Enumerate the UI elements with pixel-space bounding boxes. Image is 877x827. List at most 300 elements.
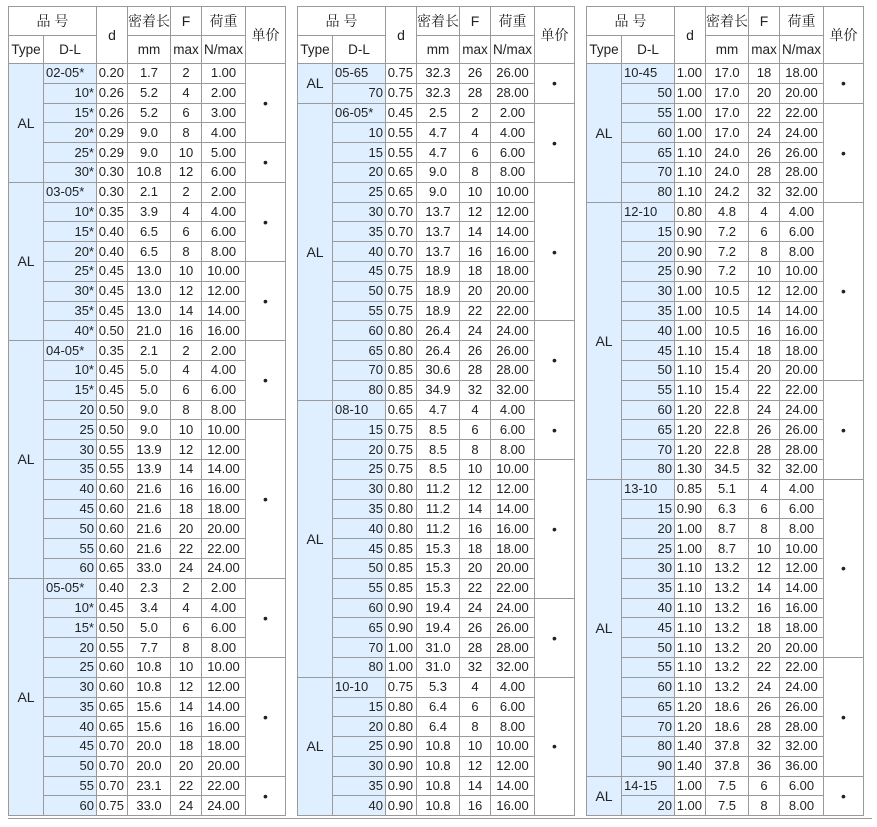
dl-cell: 10* xyxy=(44,360,97,380)
load-cell: 6.00 xyxy=(491,143,535,163)
dl-cell: 40 xyxy=(333,796,386,816)
table-row xyxy=(298,242,575,262)
f-cell: 4 xyxy=(460,123,491,143)
coil-length-cell: 17.0 xyxy=(706,123,749,143)
dl-cell: 05-05* xyxy=(44,578,97,598)
d-cell: 0.75 xyxy=(386,677,417,697)
f-cell: 10 xyxy=(171,420,202,440)
type-cell: AL xyxy=(298,64,333,104)
load-cell: 24.00 xyxy=(780,400,824,420)
f-cell: 32 xyxy=(749,737,780,757)
d-cell: 1.20 xyxy=(675,697,706,717)
coil-length-cell: 19.4 xyxy=(417,598,460,618)
load-cell: 8.00 xyxy=(780,242,824,262)
dl-cell: 90 xyxy=(622,756,675,776)
table-row xyxy=(9,360,286,380)
f-cell: 22 xyxy=(749,657,780,677)
f-cell: 2 xyxy=(171,64,202,84)
f-cell: 6 xyxy=(460,420,491,440)
table-row xyxy=(9,717,286,737)
table-row xyxy=(587,103,864,123)
coil-length-cell: 15.3 xyxy=(417,558,460,578)
dl-cell: 80 xyxy=(333,657,386,677)
dl-cell: 30 xyxy=(44,677,97,697)
load-cell: 6.00 xyxy=(202,618,246,638)
f-cell: 4 xyxy=(460,400,491,420)
dl-cell: 55 xyxy=(622,103,675,123)
f-cell: 32 xyxy=(460,657,491,677)
coil-length-cell: 7.5 xyxy=(706,776,749,796)
load-cell: 16.00 xyxy=(202,321,246,341)
table-row xyxy=(298,459,575,479)
price-cell: • xyxy=(824,380,864,479)
dl-cell: 20 xyxy=(333,440,386,460)
coil-length-cell: 15.6 xyxy=(128,697,171,717)
table-row xyxy=(587,737,864,757)
coil-length-cell: 17.0 xyxy=(706,103,749,123)
d-cell: 1.20 xyxy=(675,440,706,460)
dl-cell: 40 xyxy=(44,479,97,499)
dl-cell: 06-05* xyxy=(333,103,386,123)
dl-cell: 25 xyxy=(622,261,675,281)
coil-length-cell: 13.7 xyxy=(417,242,460,262)
load-cell: 14.00 xyxy=(491,222,535,242)
load-cell: 8.00 xyxy=(202,400,246,420)
f-cell: 12 xyxy=(460,202,491,222)
table-row xyxy=(587,202,864,222)
d-cell: 0.30 xyxy=(97,182,128,202)
table-row xyxy=(298,717,575,737)
price-cell: • xyxy=(535,459,575,598)
f-cell: 14 xyxy=(460,222,491,242)
coil-length-cell: 6.3 xyxy=(706,499,749,519)
load-cell: 14.00 xyxy=(202,697,246,717)
d-cell: 1.10 xyxy=(675,380,706,400)
f-cell: 12 xyxy=(749,558,780,578)
f-cell: 26 xyxy=(749,143,780,163)
f-cell: 22 xyxy=(460,578,491,598)
table-row xyxy=(587,162,864,182)
f-cell: 20 xyxy=(171,519,202,539)
coil-length-cell: 24.0 xyxy=(706,162,749,182)
table-row xyxy=(9,776,286,796)
coil-length-cell: 8.7 xyxy=(706,539,749,559)
dl-cell: 70 xyxy=(333,638,386,658)
d-cell: 0.75 xyxy=(386,459,417,479)
dl-cell: 20 xyxy=(333,717,386,737)
coil-length-cell: 10.8 xyxy=(417,776,460,796)
d-cell: 1.10 xyxy=(675,143,706,163)
coil-length-cell: 10.8 xyxy=(417,737,460,757)
coil-length-cell: 20.0 xyxy=(128,737,171,757)
dl-cell: 30 xyxy=(44,440,97,460)
load-cell: 12.00 xyxy=(202,677,246,697)
dl-cell: 70 xyxy=(622,162,675,182)
dl-cell: 65 xyxy=(622,697,675,717)
f-cell: 6 xyxy=(749,776,780,796)
table-row xyxy=(9,281,286,301)
table-row xyxy=(9,479,286,499)
dl-cell: 10 xyxy=(333,123,386,143)
load-cell: 24.00 xyxy=(202,796,246,816)
table-row xyxy=(298,677,575,697)
coil-length-cell: 9.0 xyxy=(128,123,171,143)
d-cell: 1.20 xyxy=(675,400,706,420)
f-cell: 22 xyxy=(749,380,780,400)
f-cell: 24 xyxy=(171,558,202,578)
d-cell: 0.45 xyxy=(97,281,128,301)
f-cell: 6 xyxy=(171,103,202,123)
dl-cell: 40 xyxy=(622,598,675,618)
coil-length-cell: 9.0 xyxy=(417,182,460,202)
load-cell: 22.00 xyxy=(202,776,246,796)
dl-cell: 70 xyxy=(622,440,675,460)
load-cell: 32.00 xyxy=(780,182,824,202)
d-cell: 1.40 xyxy=(675,756,706,776)
coil-length-cell: 21.6 xyxy=(128,519,171,539)
table-row xyxy=(298,202,575,222)
table-row xyxy=(587,578,864,598)
table-row xyxy=(9,539,286,559)
d-cell: 0.85 xyxy=(386,558,417,578)
f-cell: 20 xyxy=(171,756,202,776)
f-cell: 10 xyxy=(749,261,780,281)
table-row xyxy=(9,519,286,539)
header-load: 荷重 xyxy=(780,7,824,36)
table-row xyxy=(587,796,864,816)
d-cell: 1.10 xyxy=(675,578,706,598)
load-cell: 22.00 xyxy=(202,539,246,559)
load-cell: 2.00 xyxy=(202,83,246,103)
dl-cell: 25 xyxy=(333,459,386,479)
dl-cell: 02-05* xyxy=(44,64,97,84)
coil-length-cell: 5.3 xyxy=(417,677,460,697)
d-cell: 0.55 xyxy=(386,143,417,163)
table-row xyxy=(298,519,575,539)
table-row xyxy=(9,796,286,816)
coil-length-cell: 26.4 xyxy=(417,341,460,361)
d-cell: 0.90 xyxy=(386,756,417,776)
coil-length-cell: 13.2 xyxy=(706,558,749,578)
coil-length-cell: 3.9 xyxy=(128,202,171,222)
d-cell: 0.70 xyxy=(386,242,417,262)
load-cell: 12.00 xyxy=(491,756,535,776)
dl-cell: 55 xyxy=(333,578,386,598)
price-cell: • xyxy=(824,64,864,104)
d-cell: 0.45 xyxy=(97,360,128,380)
d-cell: 0.45 xyxy=(97,261,128,281)
d-cell: 0.35 xyxy=(97,202,128,222)
header-type: Type xyxy=(9,36,44,64)
table-row xyxy=(587,400,864,420)
dl-cell: 20* xyxy=(44,123,97,143)
d-cell: 0.90 xyxy=(386,776,417,796)
dl-cell: 15* xyxy=(44,618,97,638)
table-row xyxy=(9,618,286,638)
coil-length-cell: 9.0 xyxy=(417,162,460,182)
type-cell: AL xyxy=(298,103,333,400)
dl-cell: 55 xyxy=(44,539,97,559)
load-cell: 26.00 xyxy=(491,618,535,638)
f-cell: 10 xyxy=(749,539,780,559)
coil-length-cell: 13.0 xyxy=(128,261,171,281)
table-row xyxy=(587,261,864,281)
f-cell: 12 xyxy=(171,281,202,301)
table-row xyxy=(9,459,286,479)
coil-length-cell: 22.8 xyxy=(706,400,749,420)
d-cell: 0.75 xyxy=(386,440,417,460)
price-cell: • xyxy=(535,182,575,321)
header-d: d xyxy=(97,7,128,64)
f-cell: 26 xyxy=(460,341,491,361)
table-row xyxy=(9,440,286,460)
load-cell: 28.00 xyxy=(780,162,824,182)
table-row xyxy=(587,143,864,163)
table-row xyxy=(587,776,864,796)
d-cell: 0.90 xyxy=(386,796,417,816)
load-cell: 20.00 xyxy=(780,83,824,103)
load-cell: 28.00 xyxy=(780,717,824,737)
dl-cell: 13-10 xyxy=(622,479,675,499)
f-cell: 8 xyxy=(171,400,202,420)
load-cell: 26.00 xyxy=(491,64,535,84)
dl-cell: 30* xyxy=(44,281,97,301)
d-cell: 0.60 xyxy=(97,677,128,697)
coil-length-cell: 37.8 xyxy=(706,756,749,776)
dl-cell: 35 xyxy=(333,499,386,519)
table-row xyxy=(298,380,575,400)
d-cell: 0.50 xyxy=(97,321,128,341)
dl-cell: 80 xyxy=(333,380,386,400)
header-load-unit: N/max xyxy=(780,36,824,64)
load-cell: 26.00 xyxy=(780,420,824,440)
f-cell: 24 xyxy=(460,598,491,618)
d-cell: 0.75 xyxy=(386,83,417,103)
f-cell: 18 xyxy=(171,737,202,757)
dl-cell: 35 xyxy=(622,578,675,598)
d-cell: 0.20 xyxy=(97,64,128,84)
f-cell: 16 xyxy=(171,321,202,341)
table-row xyxy=(9,123,286,143)
header-load-unit: N/max xyxy=(202,36,246,64)
coil-length-cell: 13.2 xyxy=(706,638,749,658)
table-row xyxy=(9,162,286,182)
table-row xyxy=(9,697,286,717)
f-cell: 2 xyxy=(460,103,491,123)
dl-cell: 40 xyxy=(622,321,675,341)
d-cell: 0.80 xyxy=(386,697,417,717)
coil-length-cell: 30.6 xyxy=(417,360,460,380)
table-row xyxy=(587,380,864,400)
type-cell: AL xyxy=(298,677,333,816)
price-cell: • xyxy=(246,657,286,776)
f-cell: 20 xyxy=(749,83,780,103)
table-row xyxy=(298,638,575,658)
dl-cell: 45 xyxy=(333,261,386,281)
table-row xyxy=(587,657,864,677)
table-row xyxy=(9,64,286,84)
coil-length-cell: 6.4 xyxy=(417,697,460,717)
load-cell: 6.00 xyxy=(491,697,535,717)
f-cell: 12 xyxy=(749,281,780,301)
table-row xyxy=(298,360,575,380)
dl-cell: 50 xyxy=(622,638,675,658)
table-row xyxy=(298,261,575,281)
f-cell: 12 xyxy=(460,756,491,776)
load-cell: 14.00 xyxy=(491,776,535,796)
header-load: 荷重 xyxy=(202,7,246,36)
f-cell: 24 xyxy=(749,400,780,420)
d-cell: 0.45 xyxy=(386,103,417,123)
dl-cell: 20 xyxy=(333,162,386,182)
coil-length-cell: 7.5 xyxy=(706,796,749,816)
f-cell: 2 xyxy=(171,578,202,598)
f-cell: 24 xyxy=(171,796,202,816)
d-cell: 0.80 xyxy=(675,202,706,222)
f-cell: 4 xyxy=(460,677,491,697)
price-cell: • xyxy=(246,182,286,261)
f-cell: 18 xyxy=(749,618,780,638)
type-cell: AL xyxy=(587,202,622,479)
table-row xyxy=(9,143,286,163)
dl-cell: 40* xyxy=(44,321,97,341)
f-cell: 14 xyxy=(460,499,491,519)
f-cell: 16 xyxy=(749,598,780,618)
header-product-no: 品 号 xyxy=(587,7,675,36)
load-cell: 28.00 xyxy=(491,83,535,103)
d-cell: 0.90 xyxy=(675,499,706,519)
f-cell: 22 xyxy=(171,539,202,559)
f-cell: 10 xyxy=(171,657,202,677)
f-cell: 10 xyxy=(171,143,202,163)
load-cell: 18.00 xyxy=(780,341,824,361)
f-cell: 28 xyxy=(749,717,780,737)
dl-cell: 30* xyxy=(44,162,97,182)
load-cell: 16.00 xyxy=(202,479,246,499)
load-cell: 22.00 xyxy=(780,657,824,677)
f-cell: 8 xyxy=(171,242,202,262)
coil-length-cell: 15.4 xyxy=(706,341,749,361)
table-row xyxy=(587,281,864,301)
d-cell: 1.10 xyxy=(675,598,706,618)
d-cell: 0.80 xyxy=(386,321,417,341)
dl-cell: 08-10 xyxy=(333,400,386,420)
coil-length-cell: 11.2 xyxy=(417,519,460,539)
d-cell: 0.45 xyxy=(97,301,128,321)
table-row xyxy=(298,281,575,301)
table-row xyxy=(9,202,286,222)
d-cell: 0.75 xyxy=(386,281,417,301)
f-cell: 22 xyxy=(171,776,202,796)
coil-length-cell: 13.2 xyxy=(706,677,749,697)
dl-cell: 25 xyxy=(622,539,675,559)
header-d: d xyxy=(675,7,706,64)
coil-length-cell: 4.8 xyxy=(706,202,749,222)
header-coil-unit: mm xyxy=(417,36,460,64)
d-cell: 0.90 xyxy=(675,261,706,281)
coil-length-cell: 3.4 xyxy=(128,598,171,618)
coil-length-cell: 7.7 xyxy=(128,638,171,658)
f-cell: 36 xyxy=(749,756,780,776)
header-product-no: 品 号 xyxy=(9,7,97,36)
load-cell: 4.00 xyxy=(202,360,246,380)
d-cell: 0.75 xyxy=(386,301,417,321)
dl-cell: 15 xyxy=(333,143,386,163)
load-cell: 6.00 xyxy=(780,222,824,242)
load-cell: 20.00 xyxy=(780,638,824,658)
coil-length-cell: 4.7 xyxy=(417,123,460,143)
coil-length-cell: 15.3 xyxy=(417,578,460,598)
d-cell: 0.60 xyxy=(97,479,128,499)
f-cell: 24 xyxy=(749,123,780,143)
table-row xyxy=(9,598,286,618)
dl-cell: 25 xyxy=(44,657,97,677)
coil-length-cell: 13.2 xyxy=(706,598,749,618)
table-row xyxy=(298,64,575,84)
f-cell: 6 xyxy=(460,697,491,717)
f-cell: 6 xyxy=(749,499,780,519)
dl-cell: 45 xyxy=(622,341,675,361)
d-cell: 0.60 xyxy=(97,539,128,559)
load-cell: 16.00 xyxy=(780,321,824,341)
coil-length-cell: 33.0 xyxy=(128,796,171,816)
coil-length-cell: 22.8 xyxy=(706,420,749,440)
f-cell: 16 xyxy=(460,796,491,816)
d-cell: 1.00 xyxy=(675,123,706,143)
d-cell: 0.26 xyxy=(97,103,128,123)
coil-length-cell: 10.8 xyxy=(417,756,460,776)
spec-table-3 xyxy=(586,6,864,816)
f-cell: 16 xyxy=(171,479,202,499)
coil-length-cell: 1.7 xyxy=(128,64,171,84)
load-cell: 1.00 xyxy=(202,64,246,84)
f-cell: 4 xyxy=(171,598,202,618)
coil-length-cell: 18.6 xyxy=(706,697,749,717)
coil-length-cell: 32.3 xyxy=(417,83,460,103)
table-row xyxy=(298,499,575,519)
dl-cell: 50 xyxy=(333,558,386,578)
table-row xyxy=(9,638,286,658)
coil-length-cell: 10.5 xyxy=(706,281,749,301)
dl-cell: 20* xyxy=(44,242,97,262)
f-cell: 32 xyxy=(749,459,780,479)
dl-cell: 45 xyxy=(333,539,386,559)
f-cell: 26 xyxy=(460,618,491,638)
f-cell: 28 xyxy=(460,360,491,380)
dl-cell: 30 xyxy=(333,756,386,776)
f-cell: 8 xyxy=(460,440,491,460)
dl-cell: 45 xyxy=(622,618,675,638)
table-row xyxy=(298,400,575,420)
coil-length-cell: 34.9 xyxy=(417,380,460,400)
table-row xyxy=(9,182,286,202)
table-row xyxy=(587,83,864,103)
load-cell: 8.00 xyxy=(491,717,535,737)
d-cell: 1.10 xyxy=(675,360,706,380)
f-cell: 14 xyxy=(460,776,491,796)
f-cell: 2 xyxy=(171,182,202,202)
d-cell: 1.10 xyxy=(675,618,706,638)
table-row xyxy=(298,143,575,163)
coil-length-cell: 24.2 xyxy=(706,182,749,202)
price-cell: • xyxy=(246,578,286,657)
d-cell: 0.85 xyxy=(386,539,417,559)
f-cell: 8 xyxy=(749,242,780,262)
f-cell: 26 xyxy=(749,697,780,717)
d-cell: 0.80 xyxy=(386,519,417,539)
f-cell: 14 xyxy=(171,459,202,479)
coil-length-cell: 9.0 xyxy=(128,420,171,440)
